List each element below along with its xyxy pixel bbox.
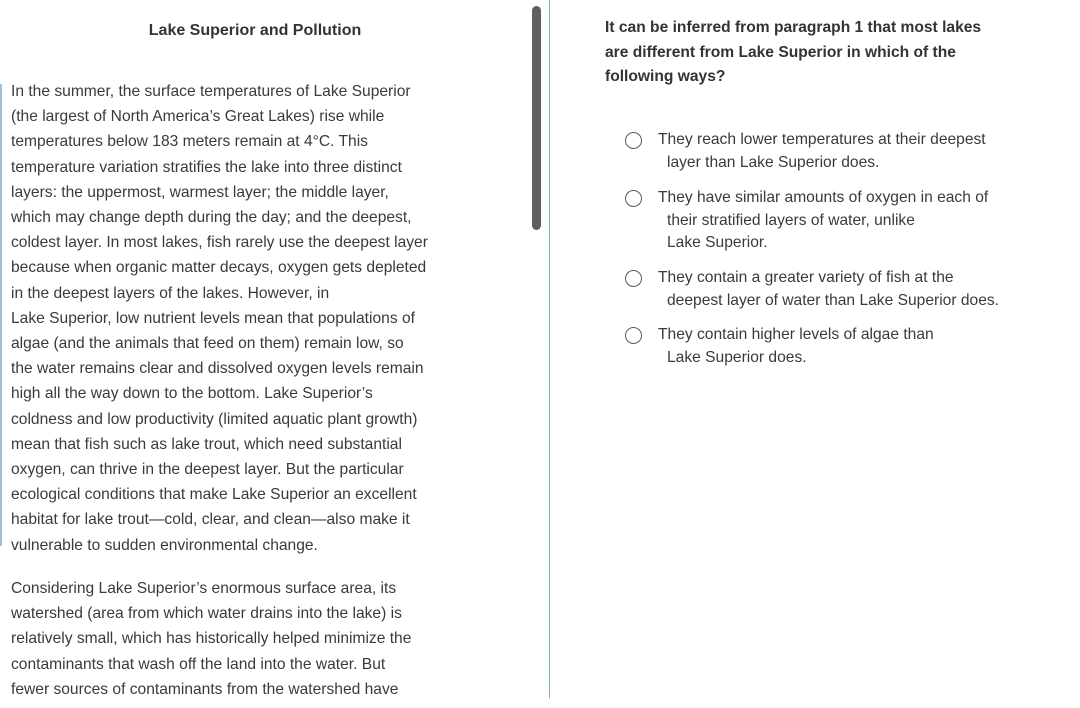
radio-button[interactable] xyxy=(625,270,642,287)
option-line: They have similar amounts of oxygen in each of xyxy=(658,189,989,206)
pane-scrollbar-handle[interactable] xyxy=(532,6,541,230)
paragraph-line: mean that fish such as lake trout, which need substantial xyxy=(11,435,402,453)
paragraph-line: temperature variation stratifies the lake into three distinct xyxy=(11,158,402,176)
paragraph-line: oxygen, can thrive in the deepest layer. But the particular xyxy=(11,461,404,479)
radio-button[interactable] xyxy=(625,327,642,344)
answer-option-text xyxy=(658,267,999,312)
option-line: They contain higher levels of algae than xyxy=(658,326,934,343)
question-line: It can be inferred from paragraph 1 that most lakes xyxy=(605,19,982,36)
option-line: They reach lower temperatures at their deepest xyxy=(658,131,986,148)
paragraph-line: fewer sources of contaminants from the watershed have xyxy=(11,680,399,698)
paragraph-line: In the summer, the surface temperatures of Lake Superior xyxy=(11,83,411,100)
paragraph-line: in the deepest layers of the lakes. However, in xyxy=(11,284,330,302)
option-line: Lake Superior does. xyxy=(667,348,807,366)
paragraph-line: ecological conditions that make Lake Superior an excellent xyxy=(11,486,417,504)
paragraph-line: (the largest of North America’s Great Lakes) rise while xyxy=(11,108,385,126)
option-line: layer than Lake Superior does. xyxy=(667,153,880,171)
answer-option-text xyxy=(658,187,988,255)
paragraph-line: the water remains clear and dissolved oxygen levels remain xyxy=(11,360,424,378)
paragraph-line: watershed (area from which water drains into the lake) is xyxy=(11,605,402,623)
question-line: are different from Lake Superior in which of the xyxy=(605,43,956,61)
passage-title: Lake Superior and Pollution xyxy=(148,22,362,39)
question-prompt xyxy=(605,16,981,90)
radio-button[interactable] xyxy=(625,132,642,149)
paragraph-highlight-bar xyxy=(0,84,2,546)
paragraph-line: temperatures below 183 meters remain at 4°C. This xyxy=(11,133,368,151)
paragraph-line: vulnerable to sudden environmental change. xyxy=(11,536,318,554)
paragraph-line: which may change depth during the day; and the deepest, xyxy=(11,209,412,227)
paragraph-line: coldness and low productivity (limited aquatic plant growth) xyxy=(11,410,418,428)
paragraph-line: Considering Lake Superior’s enormous surface area, its xyxy=(11,580,397,597)
paragraph-line: Lake Superior, low nutrient levels mean that populations of xyxy=(11,309,415,327)
answer-option-text xyxy=(658,324,934,369)
passage-paragraph-2 xyxy=(11,576,411,702)
passage-paragraph-1 xyxy=(11,79,428,558)
option-line: Lake Superior. xyxy=(667,234,768,252)
paragraph-line: because when organic matter decays, oxygen gets depleted xyxy=(11,259,427,277)
paragraph-line: habitat for lake trout—cold, clear, and clean—also make it xyxy=(11,511,410,529)
paragraph-line: contaminants that wash off the land into the water. But xyxy=(11,655,386,673)
paragraph-line: layers: the uppermost, warmest layer; the middle layer, xyxy=(11,183,389,201)
option-line: They contain a greater variety of fish at the xyxy=(658,269,954,286)
option-line: deepest layer of water than Lake Superior does. xyxy=(667,291,1000,309)
paragraph-line: algae (and the animals that feed on them) remain low, so xyxy=(11,335,404,353)
paragraph-line: coldest layer. In most lakes, fish rarely use the deepest layer xyxy=(11,234,428,252)
paragraph-line: relatively small, which has historically helped minimize the xyxy=(11,630,412,648)
paragraph-line: high all the way down to the bottom. Lake Superior’s xyxy=(11,385,373,403)
question-line: following ways? xyxy=(605,68,726,86)
option-line: their stratified layers of water, unlike xyxy=(667,211,915,229)
answer-option-text xyxy=(658,129,986,174)
radio-button[interactable] xyxy=(625,190,642,207)
